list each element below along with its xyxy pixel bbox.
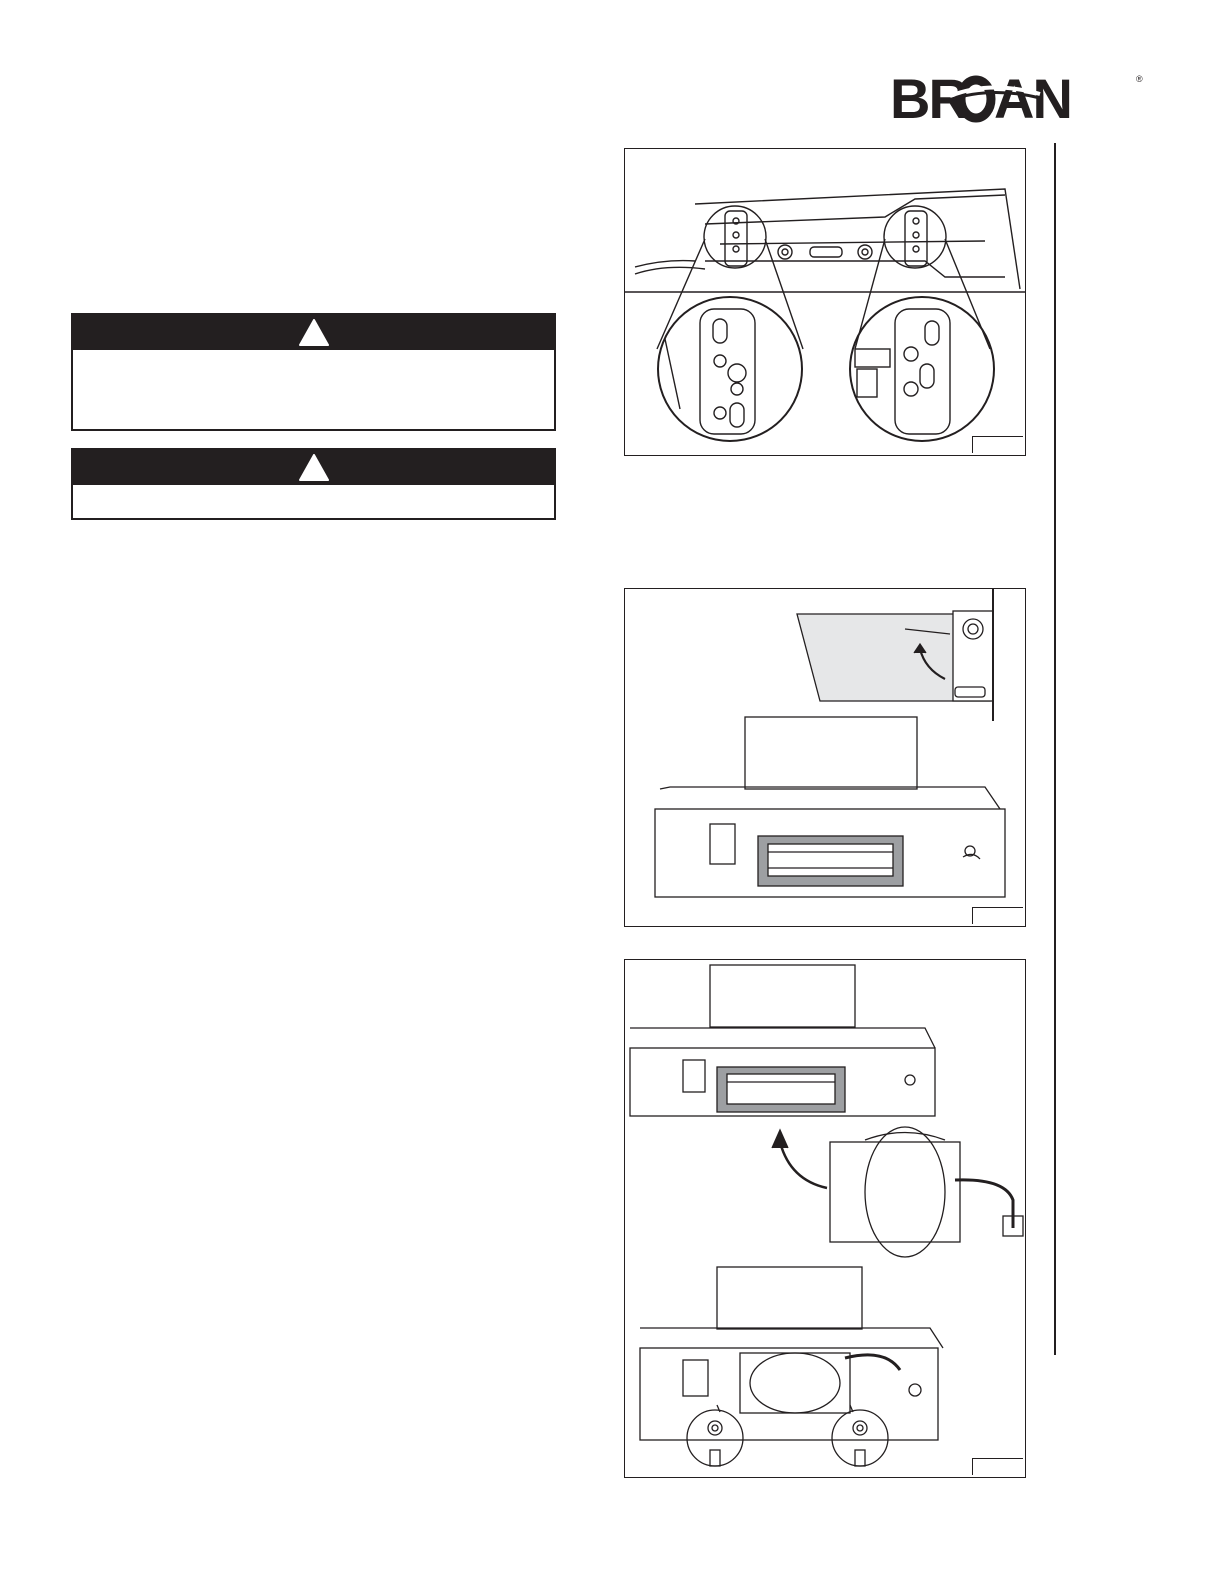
- warning-header-bar: [73, 315, 554, 350]
- figure-tag: [972, 1458, 1023, 1475]
- figure-damper-insertion: [624, 588, 1026, 927]
- blower-installation-illustration: [625, 960, 1025, 1477]
- page-margin-rule: [1054, 143, 1056, 1355]
- warning-box-2: [71, 448, 556, 520]
- figure-blower-installation: [624, 959, 1026, 1478]
- figure-mounting-bracket: [624, 148, 1026, 456]
- warning-triangle-icon: [299, 319, 329, 346]
- figure-tag: [972, 436, 1023, 453]
- registered-mark: ®: [1136, 74, 1143, 84]
- warning-header-bar: [73, 450, 554, 485]
- svg-text:AN: AN: [994, 72, 1071, 124]
- broan-logo: [890, 72, 1150, 124]
- svg-text:BR: BR: [890, 72, 967, 124]
- damper-insertion-illustration: [625, 589, 1025, 926]
- figure-tag: [972, 907, 1023, 924]
- warning-box-1: [71, 313, 556, 431]
- warning-triangle-icon: [299, 454, 329, 481]
- mounting-bracket-illustration: [625, 149, 1025, 455]
